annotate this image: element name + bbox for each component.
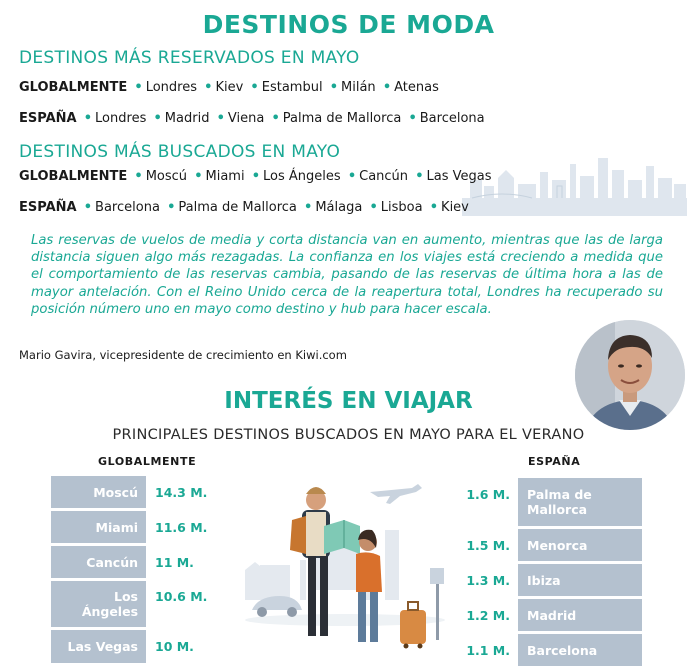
reserved-global-label: GLOBALMENTE [19,80,128,95]
searched-global-5: Las Vegas [426,169,492,184]
searched-global-label: GLOBALMENTE [19,169,128,184]
spain-city-1: Palma de Mallorca [518,478,642,526]
global-value-1: 14.3 M. [155,484,208,500]
searched-global-2: Miami [205,169,245,184]
searched-title: DESTINOS MÁS BUSCADOS EN MAYO [19,142,341,162]
global-value-2: 11.6 M. [155,519,208,535]
global-value-4: 10.6 M. [155,588,208,604]
global-city-4: Los Ángeles [51,581,146,627]
reserved-global-3: Estambul [261,80,323,95]
reserved-global-2: Kiev [215,80,244,95]
reserved-spain-2: Madrid [164,111,210,126]
quote-text: Las reservas de vuelos de media y corta distancia van en aumento, mientras que las de larga distancia siguen algo más rezagadas. La confianza en los viajes está creciendo a medida que el comportamiento de las reservas cambia, pasando de las reservas de última hora a las de mayor antelación. Con el Reino Unido cerca de la reapertura total, Londres ha recuperado su posición número uno en mayo como destino y hub para hacer escala. [31,233,663,317]
spain-city-4: Madrid [518,599,642,631]
spain-column-header: ESPAÑA [528,455,581,468]
spain-value-5: 1.1 M. [466,642,510,658]
searched-spain-4: Lisboa [380,200,423,215]
spain-value-4: 1.2 M. [466,607,510,623]
spain-city-2: Menorca [518,529,642,561]
global-city-1: Moscú [51,476,146,508]
travelers-illustration [240,470,450,669]
reserved-global-5: Atenas [394,80,439,95]
searched-global-line: GLOBALMENTE • Moscú • Miami • Los Ángeles • Cancún • Las Vegas [19,169,492,184]
reserved-title: DESTINOS MÁS RESERVADOS EN MAYO [19,48,360,68]
interest-subtitle: PRINCIPALES DESTINOS BUSCADOS EN MAYO PARA EL VERANO [112,427,585,443]
searched-global-3: Los Ángeles [263,169,341,184]
searched-global-1: Moscú [145,169,188,184]
searched-spain-line: ESPAÑA • Barcelona • Palma de Mallorca • Málaga • Lisboa • Kiev [19,200,469,215]
reserved-spain-5: Barcelona [419,111,485,126]
reserved-global-line: GLOBALMENTE • Londres • Kiev • Estambul • Milán • Atenas [19,80,439,95]
page-title: DESTINOS DE MODA [202,10,495,39]
global-city-3: Cancún [51,546,146,578]
searched-spain-5: Kiev [441,200,469,215]
searched-spain-3: Málaga [315,200,363,215]
spain-city-3: Ibiza [518,564,642,596]
reserved-global-1: Londres [145,80,197,95]
global-city-5: Las Vegas [51,630,146,663]
spain-value-2: 1.5 M. [466,537,510,553]
searched-spain-label: ESPAÑA [19,200,77,215]
spain-value-1: 1.6 M. [466,486,510,502]
spain-city-5: Barcelona [518,634,642,666]
reserved-spain-line: ESPAÑA • Londres • Madrid • Viena • Palma de Mallorca • Barcelona [19,111,485,126]
global-value-3: 11 M. [155,554,194,570]
global-column-header: GLOBALMENTE [98,455,197,468]
searched-global-4: Cancún [359,169,409,184]
city-skyline-illustration [462,150,687,216]
searched-spain-1: Barcelona [95,200,160,215]
reserved-spain-1: Londres [95,111,147,126]
interest-title: INTERÉS EN VIAJAR [224,388,473,414]
spain-value-3: 1.3 M. [466,572,510,588]
searched-spain-2: Palma de Mallorca [178,200,297,215]
reserved-spain-4: Palma de Mallorca [282,111,402,126]
reserved-spain-3: Viena [227,111,265,126]
global-city-2: Miami [51,511,146,543]
reserved-spain-label: ESPAÑA [19,111,77,126]
global-value-5: 10 M. [155,639,194,654]
reserved-global-4: Milán [341,80,376,95]
quote-attribution: Mario Gavira, vicepresidente de crecimiento en Kiwi.com [19,348,347,362]
